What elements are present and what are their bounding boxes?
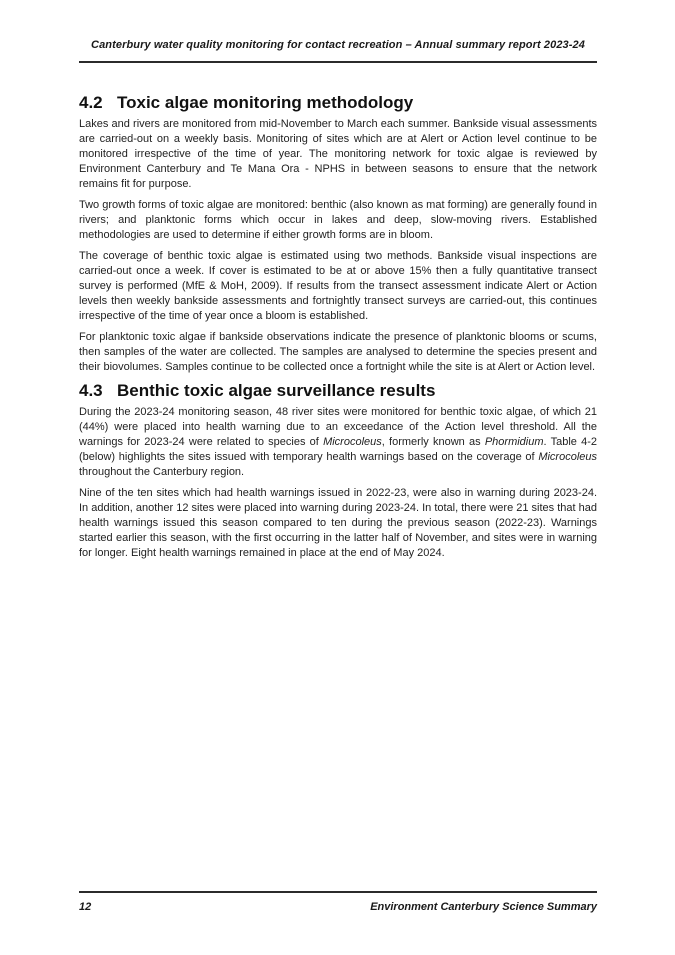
section-title: Benthic toxic algae surveillance results (117, 381, 436, 400)
paragraph: Lakes and rivers are monitored from mid-November to March each summer. Bankside visual assessments are carried-out on a weekly basis. Monitoring of sites which are at Alert or Action level continue to be monitored irrespective of the time of year. The monitoring network for toxic algae is reviewed by Environment Canterbury and Te Mana Ora - NPHS in between seasons to ensure that the network remains fit for purpose. (79, 118, 597, 190)
paragraph: Two growth forms of toxic algae are monitored: benthic (also known as mat forming) are generally found in rivers; and planktonic forms which occur in lakes and deep, slow-moving rivers. Established methodologies are used to determine if either growth forms are in bloom. (79, 199, 597, 241)
section-heading-4-3 (79, 381, 597, 401)
footer-publisher: Environment Canterbury Science Summary (370, 901, 597, 913)
paragraph: Nine of the ten sites which had health warnings issued in 2022-23, were also in warning during 2023-24. In addition, another 12 sites were placed into warning during 2023-24. In total, there were 21 sites that had health warnings issued this season compared to ten during the previous season (2022-23). Warnings started earlier this season, with the first occurring in the latter half of November, and sites were in warning for longer. Eight health warnings remained in place at the end of May 2024. (79, 487, 597, 559)
section-title: Toxic algae monitoring methodology (117, 93, 414, 112)
paragraph: For planktonic toxic algae if bankside observations indicate the presence of planktonic blooms or scums, then samples of the water are collected. The samples are analysed to determine the species present and their biovolumes. Samples continue to be collected once a fortnight while the site is at Alert or Action level. (79, 331, 597, 373)
section-number: 4.3 (79, 381, 103, 400)
page-header (79, 39, 597, 63)
section-number: 4.2 (79, 93, 103, 112)
section-heading-4-2 (79, 93, 597, 113)
header-rule (79, 61, 597, 63)
footer-rule (79, 891, 597, 893)
document-body (79, 93, 597, 561)
paragraph: During the 2023-24 monitoring season, 48 river sites were monitored for benthic toxic algae, of which 21 (44%) were placed into health warning due to an exceedance of the Action level threshold. All the warnings for 2023-24 were related to species of Microcoleus, formerly known as Phormidium. Table 4-2 (below) highlights the sites issued with temporary health warnings based on the coverage of Microcoleus throughout the Canterbury region. (79, 406, 597, 478)
page-number: 12 (79, 901, 92, 913)
paragraph: The coverage of benthic toxic algae is estimated using two methods. Bankside visual inspections are carried-out once a week. If cover is estimated to be at or above 15% then a fully quantitative transect survey is performed (MfE & MoH, 2009). If results from the transect assessment indicate Alert or Action levels then weekly bankside assessments and fortnightly transect surveys are carried-out, this continues irrespective of the time of year once a bloom is established. (79, 250, 597, 322)
page-footer (79, 891, 597, 913)
report-title: Canterbury water quality monitoring for contact recreation – Annual summary report 2023-24 (91, 39, 585, 51)
